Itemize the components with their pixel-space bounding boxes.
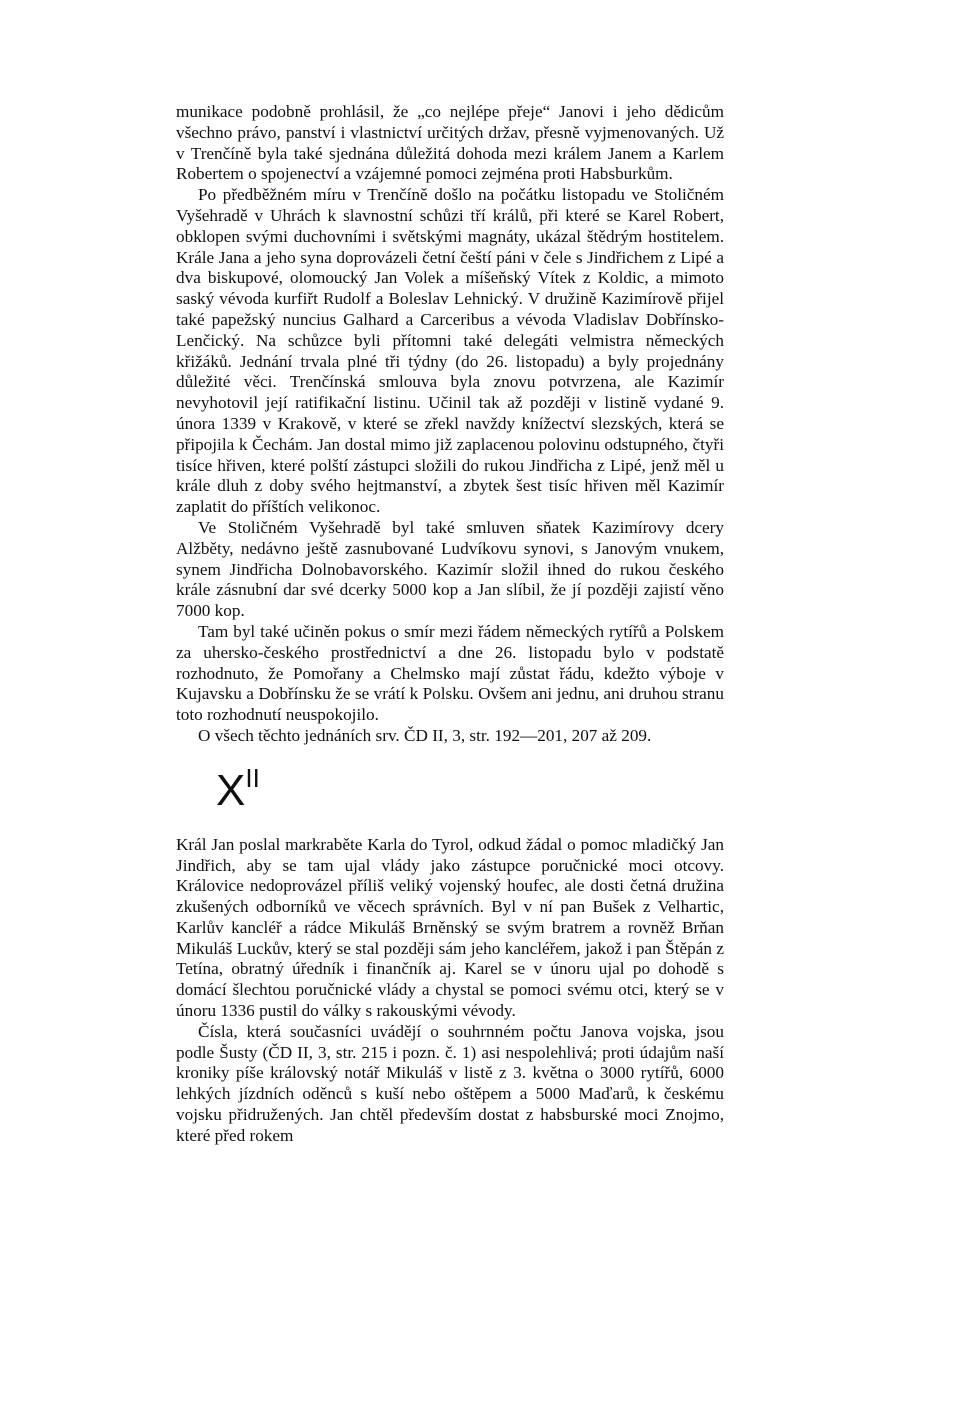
section-heading xyxy=(176,747,724,835)
paragraph: munikace podobně prohlásil, že „co nejlépe přeje“ Janovi i jeho dědicům všechno právo, panství i vlastnictví určitých držav, přesně vyjmenovaných. Už v Trenčíně byla také sjednána důležitá dohoda mezi králem Janem a Karlem Robertem o spojenectví a vzájemné pomoci zejména proti Habsburkům. xyxy=(176,102,724,184)
section-heading-letter: X xyxy=(216,765,244,815)
paragraph: Po předběžném míru v Trenčíně došlo na počátku listopadu ve Stoličném Vyšehradě v Uhrách k slavnostní schůzi tří králů, při které se Karel Robert, obklopen svými duchovními i světskými magnáty, ukázal štědrým hostitelem. Krále Jana a jeho syna doprovázeli četní čeští páni v čele s Jindřichem z Lipé a dva biskupové, olomoucký Jan Volek a míšeňský Vítek z Koldic, a mimoto saský vévoda kurfiřt Rudolf a Boleslav Lehnický. V družině Kazimírově přijel také papežský nuncius Galhard a Carceribus a vévoda Vladislav Dobřínsko-Lenčický. Na schůzce byli přítomni také delegáti velmistra německých křižáků. Jednání trvala plné tři týdny (do 26. listopadu) a byly projednány důležité věci. Trenčínská smlouva byla znovu potvrzena, ale Kazimír nevyhotovil její ratifikační listinu. Učinil tak až později v listině vydané 9. února 1339 v Krakově, v které se zřekl navždy knížectví slezských, která se připojila k Čechám. Jan dostal mimo již zaplacenou polovinu odstupného, čtyři tisíce hřiven, které polští zástupci složili do rukou Jindřicha z Lipé, jenž měl u krále dluh z doby svého hejtmanství, a zbytek šest tisíc hřiven měl Kazimír zaplatit do příštích velikonoc. xyxy=(176,185,724,517)
paragraph: Tam byl také učiněn pokus o smír mezi řádem německých rytířů a Polskem za uhersko-českého prostřednictví a dne 26. listopadu bylo v podstatě rozhodnuto, že Pomořany a Chelmsko mají zůstat řádu, kdežto výboje v Kujavsku a Dobřínsku že se vrátí k Polsku. Ovšem ani jednu, ani druhou stranu toto rozhodnutí neuspokojilo. xyxy=(176,621,724,725)
section-heading-numeral: II xyxy=(245,763,260,794)
paragraph: Čísla, která současníci uvádějí o souhrnném počtu Janova vojska, jsou podle Šusty (ČD II, 3, str. 215 i pozn. č. 1) asi nespolehlivá; proti údajům naší kroniky píše královský notář Mikuláš v listě z 3. května o 3000 rytířů, 6000 lehkých jízdních oděnců s kuší nebo oštěpem a 5000 Maďarů, k českému vojsku přidružených. Jan chtěl především dostat z habsburské moci Znojmo, které před rokem xyxy=(176,1021,724,1145)
paragraph: Ve Stoličném Vyšehradě byl také smluven sňatek Kazimírovy dcery Alžběty, nedávno ještě zasnubované Ludvíkovu synovi, s Janovým vnukem, synem Jindřicha Dolnobavorského. Kazimír složil ihned do rukou českého krále zásnubní dar své dcerky 5000 kop a Jan slíbil, že jí později zajistí věno 7000 kop. xyxy=(176,517,724,621)
paragraph: Král Jan poslal markraběte Karla do Tyrol, odkud žádal o pomoc mladičký Jan Jindřich, aby se tam ujal vlády jako zástupce poručnické moci otcovy. Královice nedoprovázel příliš veliký vojenský houfec, ale dosti četná družina zkušených odborníků ve věcech správních. Byl v ní pan Bušek z Velhartic, Karlův kancléř a rádce Mikuláš Brněnský se svým bratrem a rovněž Brňan Mikuláš Luckův, který se stal později sám jeho kancléřem, jakož i pan Štěpán z Tetína, obratný úředník i finančník aj. Karel se v únoru ujal po dohodě s domácí šlechtou poručnické vlády a chystal se pomoci svému otci, který se v únoru 1336 pustil do války s rakouskými vévody. xyxy=(176,834,724,1021)
book-page xyxy=(176,102,724,1147)
paragraph: O všech těchto jednáních srv. ČD II, 3, str. 192—201, 207 až 209. xyxy=(198,725,652,745)
